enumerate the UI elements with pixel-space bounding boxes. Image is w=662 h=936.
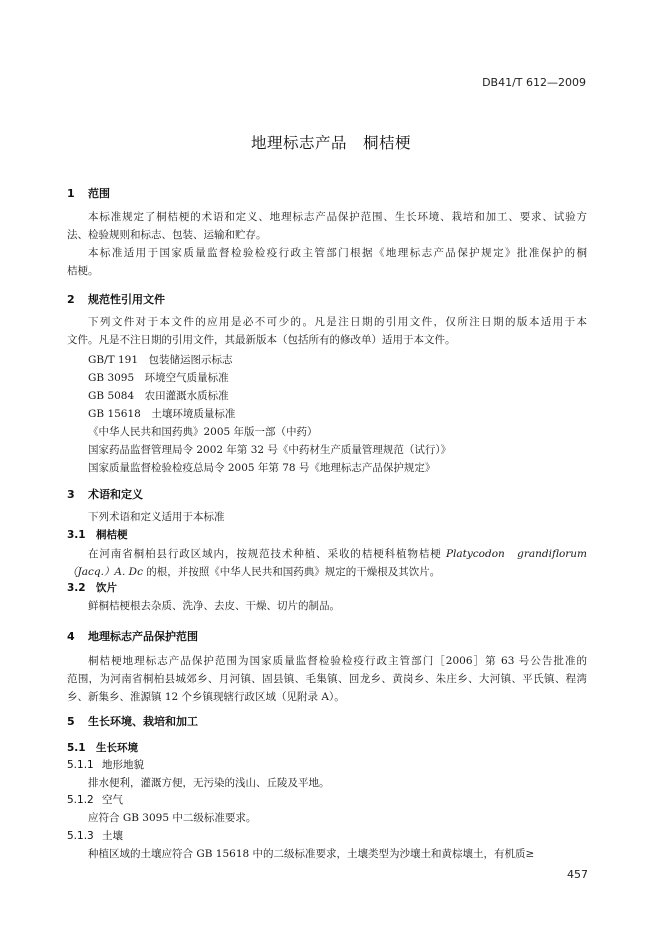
- clause-5-1-3-text: 种植区域的土壤应符合 GB 15618 中的二级标准要求，土壤类型为沙壤土和黄棕壤土，有机质≥: [88, 848, 535, 860]
- term-title: 饮片: [96, 582, 117, 594]
- text-segment: 的根，并按照《中华人民共和国药典》规定的干燥根及其饮片。: [142, 566, 441, 578]
- clause-title: 地形地貌: [102, 759, 144, 771]
- clause-5-1-2-text: 应符合 GB 3095 中二级标准要求。: [88, 812, 257, 824]
- text-line: 范围，为河南省桐柏县城郊乡、月河镇、固县镇、毛集镇、回龙乡、黄岗乡、朱庄乡、大河镇、平氏镇、程湾: [67, 673, 587, 685]
- reference-item: 国家质量监督检验检疫总局令 2005 年第 78 号《地理标志产品保护规定》: [88, 462, 436, 474]
- section-4-paragraph: [67, 652, 587, 706]
- term-3-2-definition: 鲜桐桔梗根去杂质、洗净、去皮、干燥、切片的制品。: [88, 600, 340, 612]
- clause-5-1-2-heading: [67, 792, 123, 807]
- reference-item: 国家药品监督管理局令 2002 年第 32 号《中药材生产质量管理规范（试行）》: [88, 444, 452, 456]
- latin-authority: （Jacq.）A. Dc: [67, 566, 143, 578]
- clause-number: 5.1.2: [67, 794, 94, 806]
- section-title: 术语和定义: [88, 488, 143, 501]
- section-title: 规范性引用文件: [88, 293, 165, 306]
- term-3-1-heading: [67, 527, 128, 542]
- section-title: 生长环境、栽培和加工: [88, 715, 198, 728]
- section-number: 4: [67, 630, 75, 643]
- section-1-heading: [67, 185, 110, 201]
- subsection-5-1-heading: [67, 740, 138, 755]
- reference-item: GB 3095 环境空气质量标准: [88, 372, 229, 384]
- section-1-paragraph-1: [67, 208, 587, 244]
- text-line: 本标准适用于国家质量监督检验检疫行政主管部门根据《地理标志产品保护规定》批准保护的桐: [88, 247, 587, 259]
- section-2-heading: [67, 291, 165, 307]
- section-1-paragraph-2: [67, 244, 587, 280]
- text-line: 下列文件对于本文件的应用是必不可少的。凡是注日期的引用文件，仅所注日期的版本适用于本: [88, 316, 587, 328]
- text-line: 文件。凡是不注日期的引用文件，其最新版本（包括所有的修改单）适用于本文件。: [67, 334, 456, 346]
- clause-5-1-1-heading: [67, 757, 144, 772]
- subsection-title: 生长环境: [96, 742, 138, 754]
- section-2-paragraph: [67, 313, 587, 349]
- section-number: 1: [67, 187, 75, 200]
- text-line: 桔梗。: [67, 265, 99, 277]
- reference-item: 《中华人民共和国药典》2005 年版一部（中药）: [88, 426, 318, 438]
- reference-item: GB 15618 土壤环境质量标准: [88, 408, 236, 420]
- term-3-1-definition: [67, 545, 587, 581]
- section-number: 2: [67, 293, 75, 306]
- term-3-2-heading: [67, 580, 117, 595]
- clause-number: 5.1.1: [67, 759, 94, 771]
- standard-code: DB41/T 612—2009: [482, 76, 586, 89]
- section-4-heading: [67, 628, 198, 644]
- text-line: 法、检验规则和标志、包装、运输和贮存。: [67, 229, 267, 241]
- section-title: 范围: [88, 187, 110, 200]
- section-3-intro: 下列术语和定义适用于本标准: [88, 511, 225, 523]
- clause-title: 土壤: [102, 830, 123, 842]
- clause-title: 空气: [102, 794, 123, 806]
- term-number: 3.1: [67, 529, 86, 541]
- term-title: 桐桔梗: [96, 529, 128, 541]
- text-line: [67, 563, 587, 581]
- section-title: 地理标志产品保护范围: [88, 630, 198, 643]
- subsection-number: 5.1: [67, 742, 86, 754]
- section-5-heading: [67, 713, 198, 729]
- section-number: 5: [67, 715, 75, 728]
- clause-number: 5.1.3: [67, 830, 94, 842]
- text-line: [67, 545, 587, 563]
- reference-item: GB/T 191 包装储运图示标志: [88, 354, 233, 366]
- section-number: 3: [67, 488, 75, 501]
- clause-5-1-3-heading: [67, 828, 123, 843]
- page-number: 457: [567, 868, 588, 881]
- document-title: 地理标志产品 桐桔梗: [250, 134, 411, 152]
- term-number: 3.2: [67, 582, 86, 594]
- text-line: 桐桔梗地理标志产品保护范围为国家质量监督检验检疫行政主管部门［2006］第 63 号公告批准的: [88, 655, 587, 667]
- reference-item: GB 5084 农田灌溉水质标准: [88, 390, 229, 402]
- text-line: 本标准规定了桐桔梗的术语和定义、地理标志产品保护范围、生长环境、栽培和加工、要求、试验方: [88, 211, 587, 223]
- text-line: 乡、新集乡、淮源镇 12 个乡镇现辖行政区域（见附录 A）。: [67, 691, 345, 703]
- clause-5-1-1-text: 排水便利，灌溉方便，无污染的浅山、丘陵及平地。: [88, 777, 330, 789]
- section-3-heading: [67, 486, 143, 502]
- latin-name: Platycodon grandiflorum: [445, 548, 588, 560]
- text-segment: 在河南省桐柏县行政区域内，按规范技术种植、采收的桔梗科植物桔梗: [88, 548, 446, 560]
